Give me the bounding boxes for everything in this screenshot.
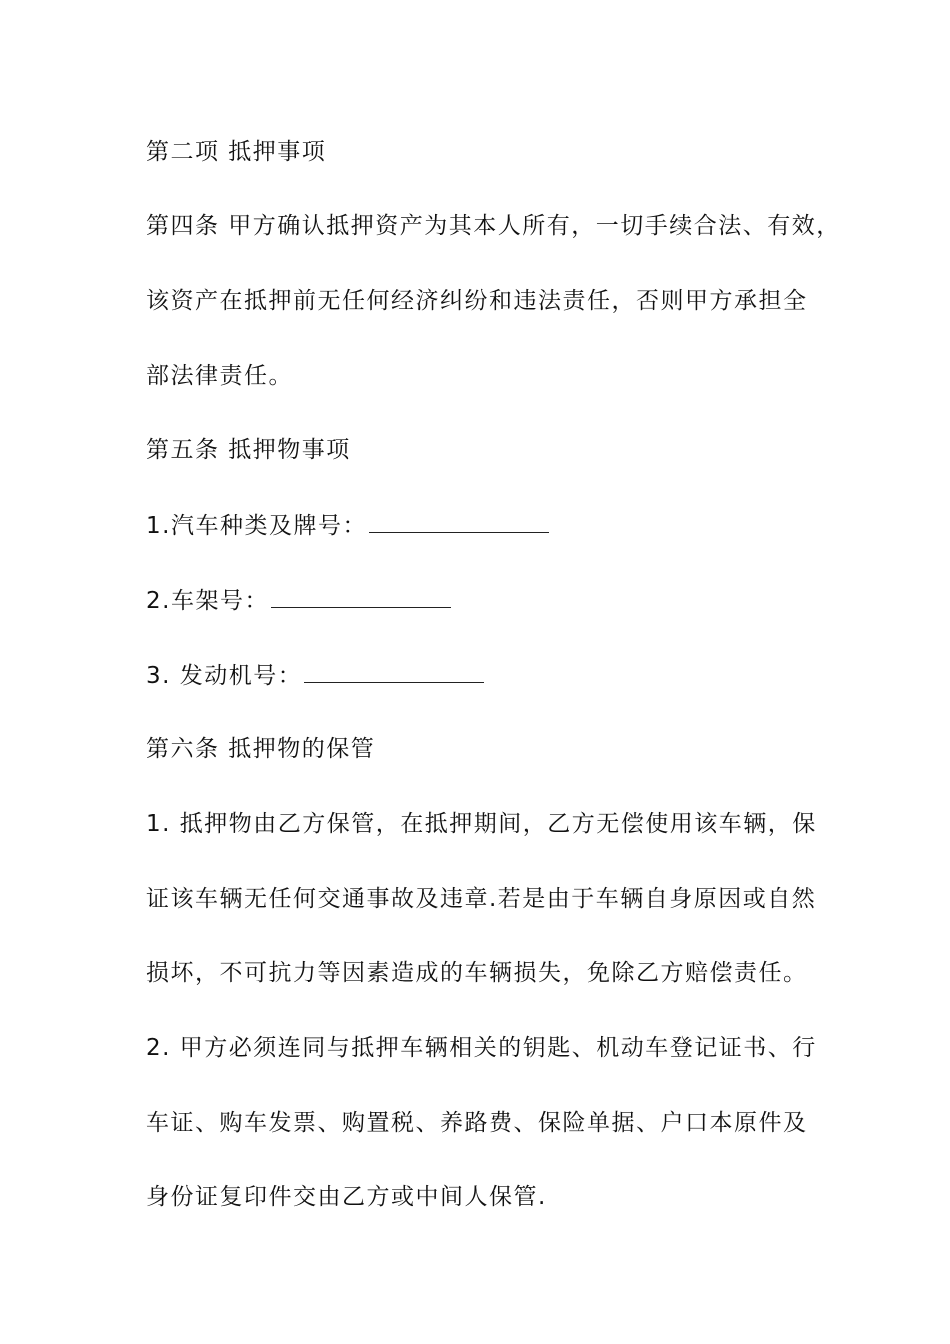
article-4-line-1: 第四条 甲方确认抵押资产为其本人所有，一切手续合法、有效， [146, 213, 841, 239]
vehicle-type-label: 1.汽车种类及牌号： [146, 513, 367, 539]
section-heading: 第二项 抵押事项 [146, 139, 327, 165]
article-4-line-2: 该资产在抵押前无任何经济纠纷和违法责任，否则甲方承担全 [146, 288, 808, 314]
frame-number-blank[interactable] [271, 585, 451, 608]
article-5-heading: 第五条 抵押物事项 [146, 437, 351, 463]
vehicle-type-row [146, 510, 826, 540]
article-6-item-2-line-3: 身份证复印件交由乙方或中间人保管. [146, 1184, 547, 1210]
engine-number-row [146, 660, 826, 690]
article-6-item-2-line-1: 2. 甲方必须连同与抵押车辆相关的钥匙、机动车登记证书、行 [146, 1035, 817, 1061]
article-6-item-2-line-2: 车证、购车发票、购置税、养路费、保险单据、户口本原件及 [146, 1110, 808, 1136]
article-6-heading: 第六条 抵押物的保管 [146, 736, 376, 762]
engine-number-label: 3. 发动机号： [146, 663, 303, 689]
vehicle-type-blank[interactable] [369, 510, 549, 533]
frame-number-label: 2.车架号： [146, 588, 269, 614]
article-4-line-3: 部法律责任。 [146, 363, 293, 389]
engine-number-blank[interactable] [304, 660, 484, 683]
article-6-item-1-line-2: 证该车辆无任何交通事故及违章.若是由于车辆自身原因或自然 [146, 886, 817, 912]
frame-number-row [146, 585, 826, 615]
article-6-item-1-line-1: 1. 抵押物由乙方保管，在抵押期间，乙方无偿使用该车辆，保 [146, 811, 817, 837]
article-6-item-1-line-3: 损坏，不可抗力等因素造成的车辆损失，免除乙方赔偿责任。 [146, 960, 808, 986]
